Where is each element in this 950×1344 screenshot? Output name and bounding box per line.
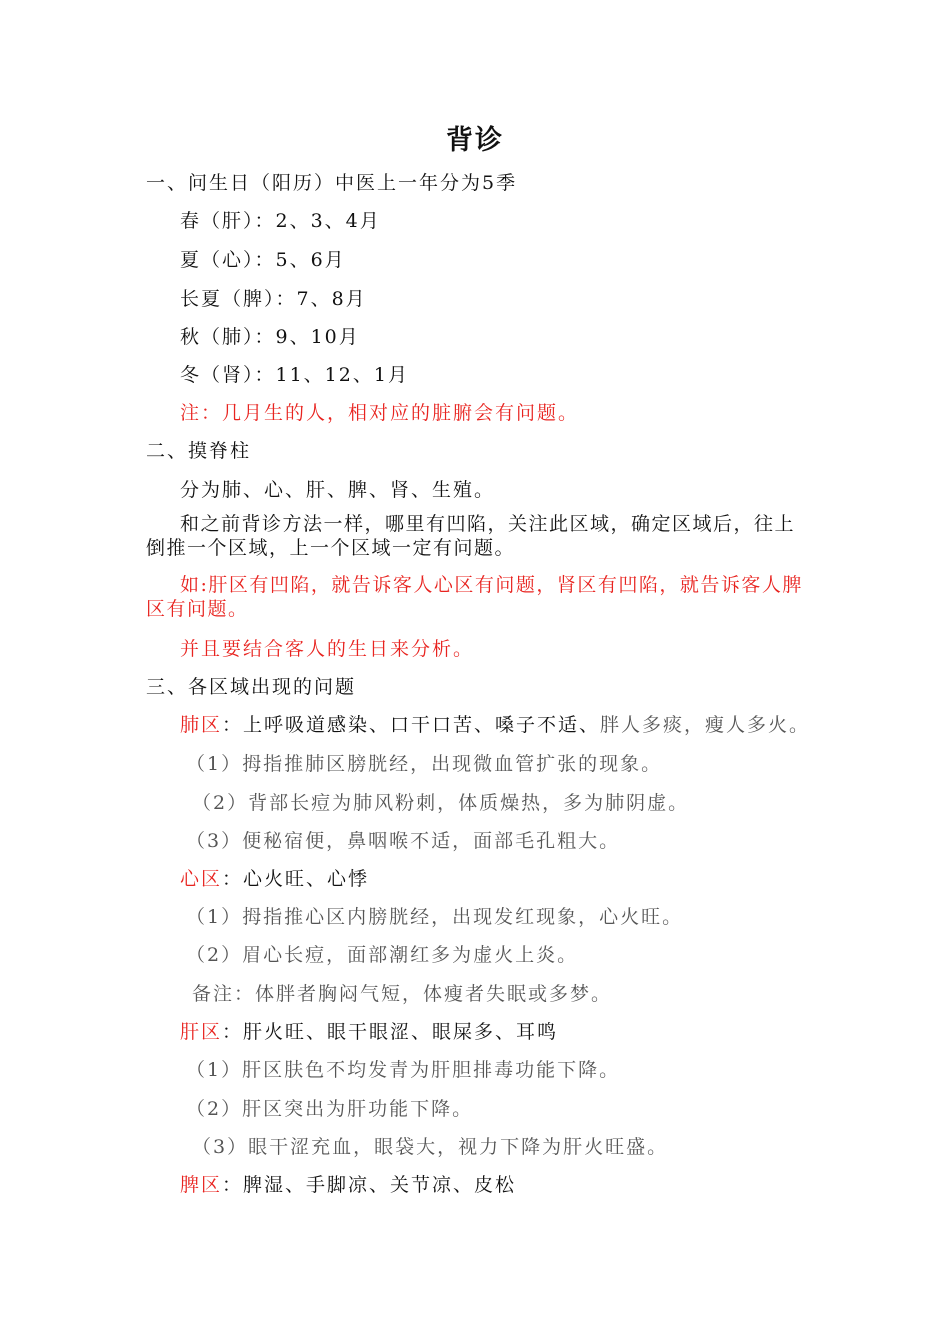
liver-item-3: （3）眼干涩充血，眼袋大，视力下降为肝火旺盛。 bbox=[192, 1136, 669, 1158]
page-title: 背诊 bbox=[446, 125, 504, 156]
liver-item-2: （2）肝区突出为肝功能下降。 bbox=[186, 1098, 474, 1120]
liver-item-1: （1）肝区肤色不均发青为肝胆排毒功能下降。 bbox=[186, 1059, 621, 1081]
lung-summary-tail: 胖人多痰，瘦人多火。 bbox=[600, 714, 811, 736]
spleen-summary: ：脾湿、手脚凉、关节凉、皮松 bbox=[222, 1174, 517, 1196]
season-late-summer: 长夏（脾）：7、8月 bbox=[180, 288, 367, 310]
season-winter: 冬（肾）：11、12、1月 bbox=[180, 364, 409, 386]
liver-label: 肝区 bbox=[180, 1021, 223, 1043]
section1-note: 注：几月生的人，相对应的脏腑会有问题。 bbox=[180, 402, 580, 424]
section1-heading: 一、问生日（阳历）中医上一年分为5季 bbox=[146, 172, 518, 194]
lung-summary-line bbox=[180, 710, 810, 737]
section2-method: 和之前背诊方法一样，哪里有凹陷，关注此区域，确定区域后，往上倒推一个区域，上一个区域一定有问题。 bbox=[146, 513, 796, 559]
spleen-summary-line bbox=[180, 1170, 516, 1197]
section2-example: 如:肝区有凹陷，就告诉客人心区有问题，肾区有凹陷，就告诉客人脾区有问题。 bbox=[146, 574, 803, 620]
lung-summary: ：上呼吸道感染、口干口苦、嗓子不适、 bbox=[222, 714, 601, 736]
heart-item-2: （2）眉心长痘，面部潮红多为虚火上炎。 bbox=[186, 944, 579, 966]
liver-summary: ：肝火旺、眼干眼涩、眼屎多、耳鸣 bbox=[222, 1021, 559, 1043]
section2-division: 分为肺、心、肝、脾、肾、生殖。 bbox=[180, 479, 496, 501]
lung-label: 肺区 bbox=[180, 714, 223, 736]
heart-label: 心区 bbox=[180, 868, 223, 890]
section2-combine: 并且要结合客人的生日来分析。 bbox=[180, 638, 475, 660]
lung-item-1: （1）拇指推肺区膀胱经，出现微血管扩张的现象。 bbox=[186, 753, 663, 775]
season-summer: 夏（心）：5、6月 bbox=[180, 249, 346, 271]
heart-remark: 备注：体胖者胸闷气短，体瘦者失眠或多梦。 bbox=[192, 983, 613, 1005]
lung-item-2: （2）背部长痘为肺风粉刺，体质燥热，多为肺阴虚。 bbox=[192, 792, 690, 814]
section3-heading: 三、各区域出现的问题 bbox=[146, 676, 357, 698]
heart-item-1: （1）拇指推心区内膀胱经，出现发红现象，心火旺。 bbox=[186, 906, 684, 928]
spleen-label: 脾区 bbox=[180, 1174, 223, 1196]
liver-summary-line bbox=[180, 1017, 558, 1044]
season-spring: 春（肝）：2、3、4月 bbox=[180, 210, 381, 232]
heart-summary-line bbox=[180, 864, 369, 891]
season-autumn: 秋（肺）：9、10月 bbox=[180, 326, 360, 348]
heart-summary: ：心火旺、心悸 bbox=[222, 868, 370, 890]
section2-heading: 二、摸脊柱 bbox=[146, 440, 252, 462]
lung-item-3: （3）便秘宿便，鼻咽喉不适，面部毛孔粗大。 bbox=[186, 830, 621, 852]
